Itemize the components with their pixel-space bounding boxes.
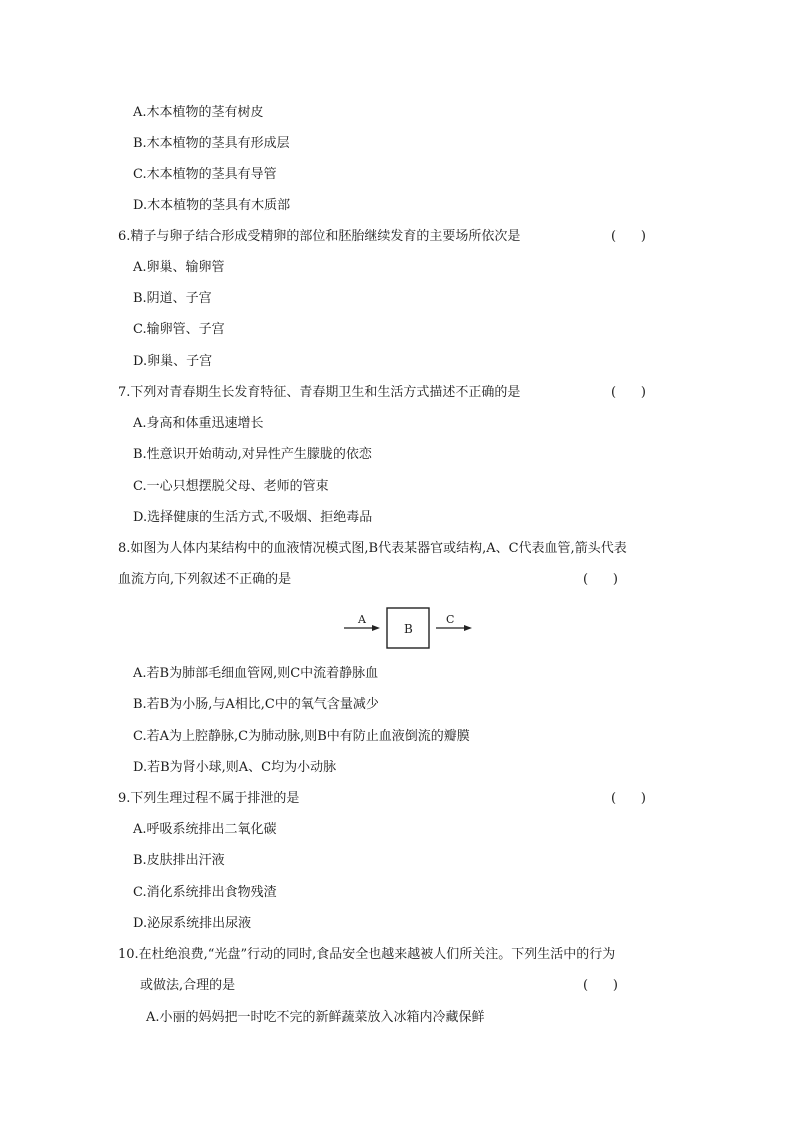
q7-option-d: D.选择健康的生活方式,不吸烟、拒绝毒品 [133, 510, 373, 525]
blood-flow-diagram [340, 605, 480, 651]
label-b: B [404, 622, 413, 636]
q9-option-d: D.泌尿系统排出尿液 [133, 916, 252, 931]
q6-option-d: D.卵巢、子宫 [133, 354, 213, 369]
q7-option-b: B.性意识开始萌动,对异性产生朦胧的依恋 [133, 447, 372, 462]
label-a: A [358, 613, 366, 626]
arrow-a-head [372, 625, 380, 631]
q8-stem-line2: 血流方向,下列叙述不正确的是 [118, 572, 292, 587]
q6-stem: 6.精子与卵子结合形成受精卵的部位和胚胎继续发育的主要场所依次是 [118, 229, 521, 244]
q7-stem: 7.下列对青春期生长发育特征、青春期卫生和生活方式描述不正确的是 [118, 385, 521, 400]
q10-stem-line2: 或做法,合理的是 [140, 978, 236, 993]
q9-option-b: B.皮肤排出汗液 [133, 853, 225, 868]
label-c: C [446, 613, 455, 626]
q9-option-c: C.消化系统排出食物残渣 [133, 885, 277, 900]
q8-option-b: B.若B为小肠,与A相比,C中的氧气含量减少 [133, 697, 379, 712]
q7-option-a: A.身高和体重迅速增长 [133, 416, 264, 431]
arrow-c-head [464, 625, 472, 631]
q5-option-c: C.木本植物的茎具有导管 [133, 167, 277, 182]
q7-option-c: C.一心只想摆脱父母、老师的管束 [133, 479, 329, 494]
q8-option-c: C.若A为上腔静脉,C为肺动脉,则B中有防止血液倒流的瓣膜 [133, 729, 470, 744]
q5-option-d: D.木本植物的茎具有木质部 [133, 198, 291, 213]
q8-stem-line1: 8.如图为人体内某结构中的血液情况模式图,B代表某器官或结构,A、C代表血管,箭头代表 [118, 541, 627, 556]
q9-stem: 9.下列生理过程不属于排泄的是 [118, 791, 300, 806]
q10-option-a: A.小丽的妈妈把一时吃不完的新鲜蔬菜放入冰箱内冷藏保鲜 [146, 1010, 485, 1025]
q6-option-a: A.卵巢、输卵管 [133, 260, 225, 275]
q9-option-a: A.呼吸系统排出二氧化碳 [133, 822, 277, 837]
q5-option-a: A.木本植物的茎有树皮 [133, 105, 264, 120]
q6-answer-paren: ( ) [611, 229, 646, 244]
q10-stem-line1: 10.在杜绝浪费,“光盘”行动的同时,食品安全也越来越被人们所关注。下列生活中的行为 [118, 947, 616, 962]
q8-option-d: D.若B为肾小球,则A、C均为小动脉 [133, 760, 337, 775]
q6-option-c: C.输卵管、子宫 [133, 322, 225, 337]
q7-answer-paren: ( ) [611, 385, 646, 400]
q8-option-a: A.若B为肺部毛细血管网,则C中流着静脉血 [133, 666, 379, 681]
q6-option-b: B.阴道、子宫 [133, 291, 212, 306]
q5-option-b: B.木本植物的茎具有形成层 [133, 136, 290, 151]
q10-answer-paren: ( ) [583, 978, 618, 993]
q9-answer-paren: ( ) [611, 791, 646, 806]
q8-answer-paren: ( ) [583, 572, 618, 587]
